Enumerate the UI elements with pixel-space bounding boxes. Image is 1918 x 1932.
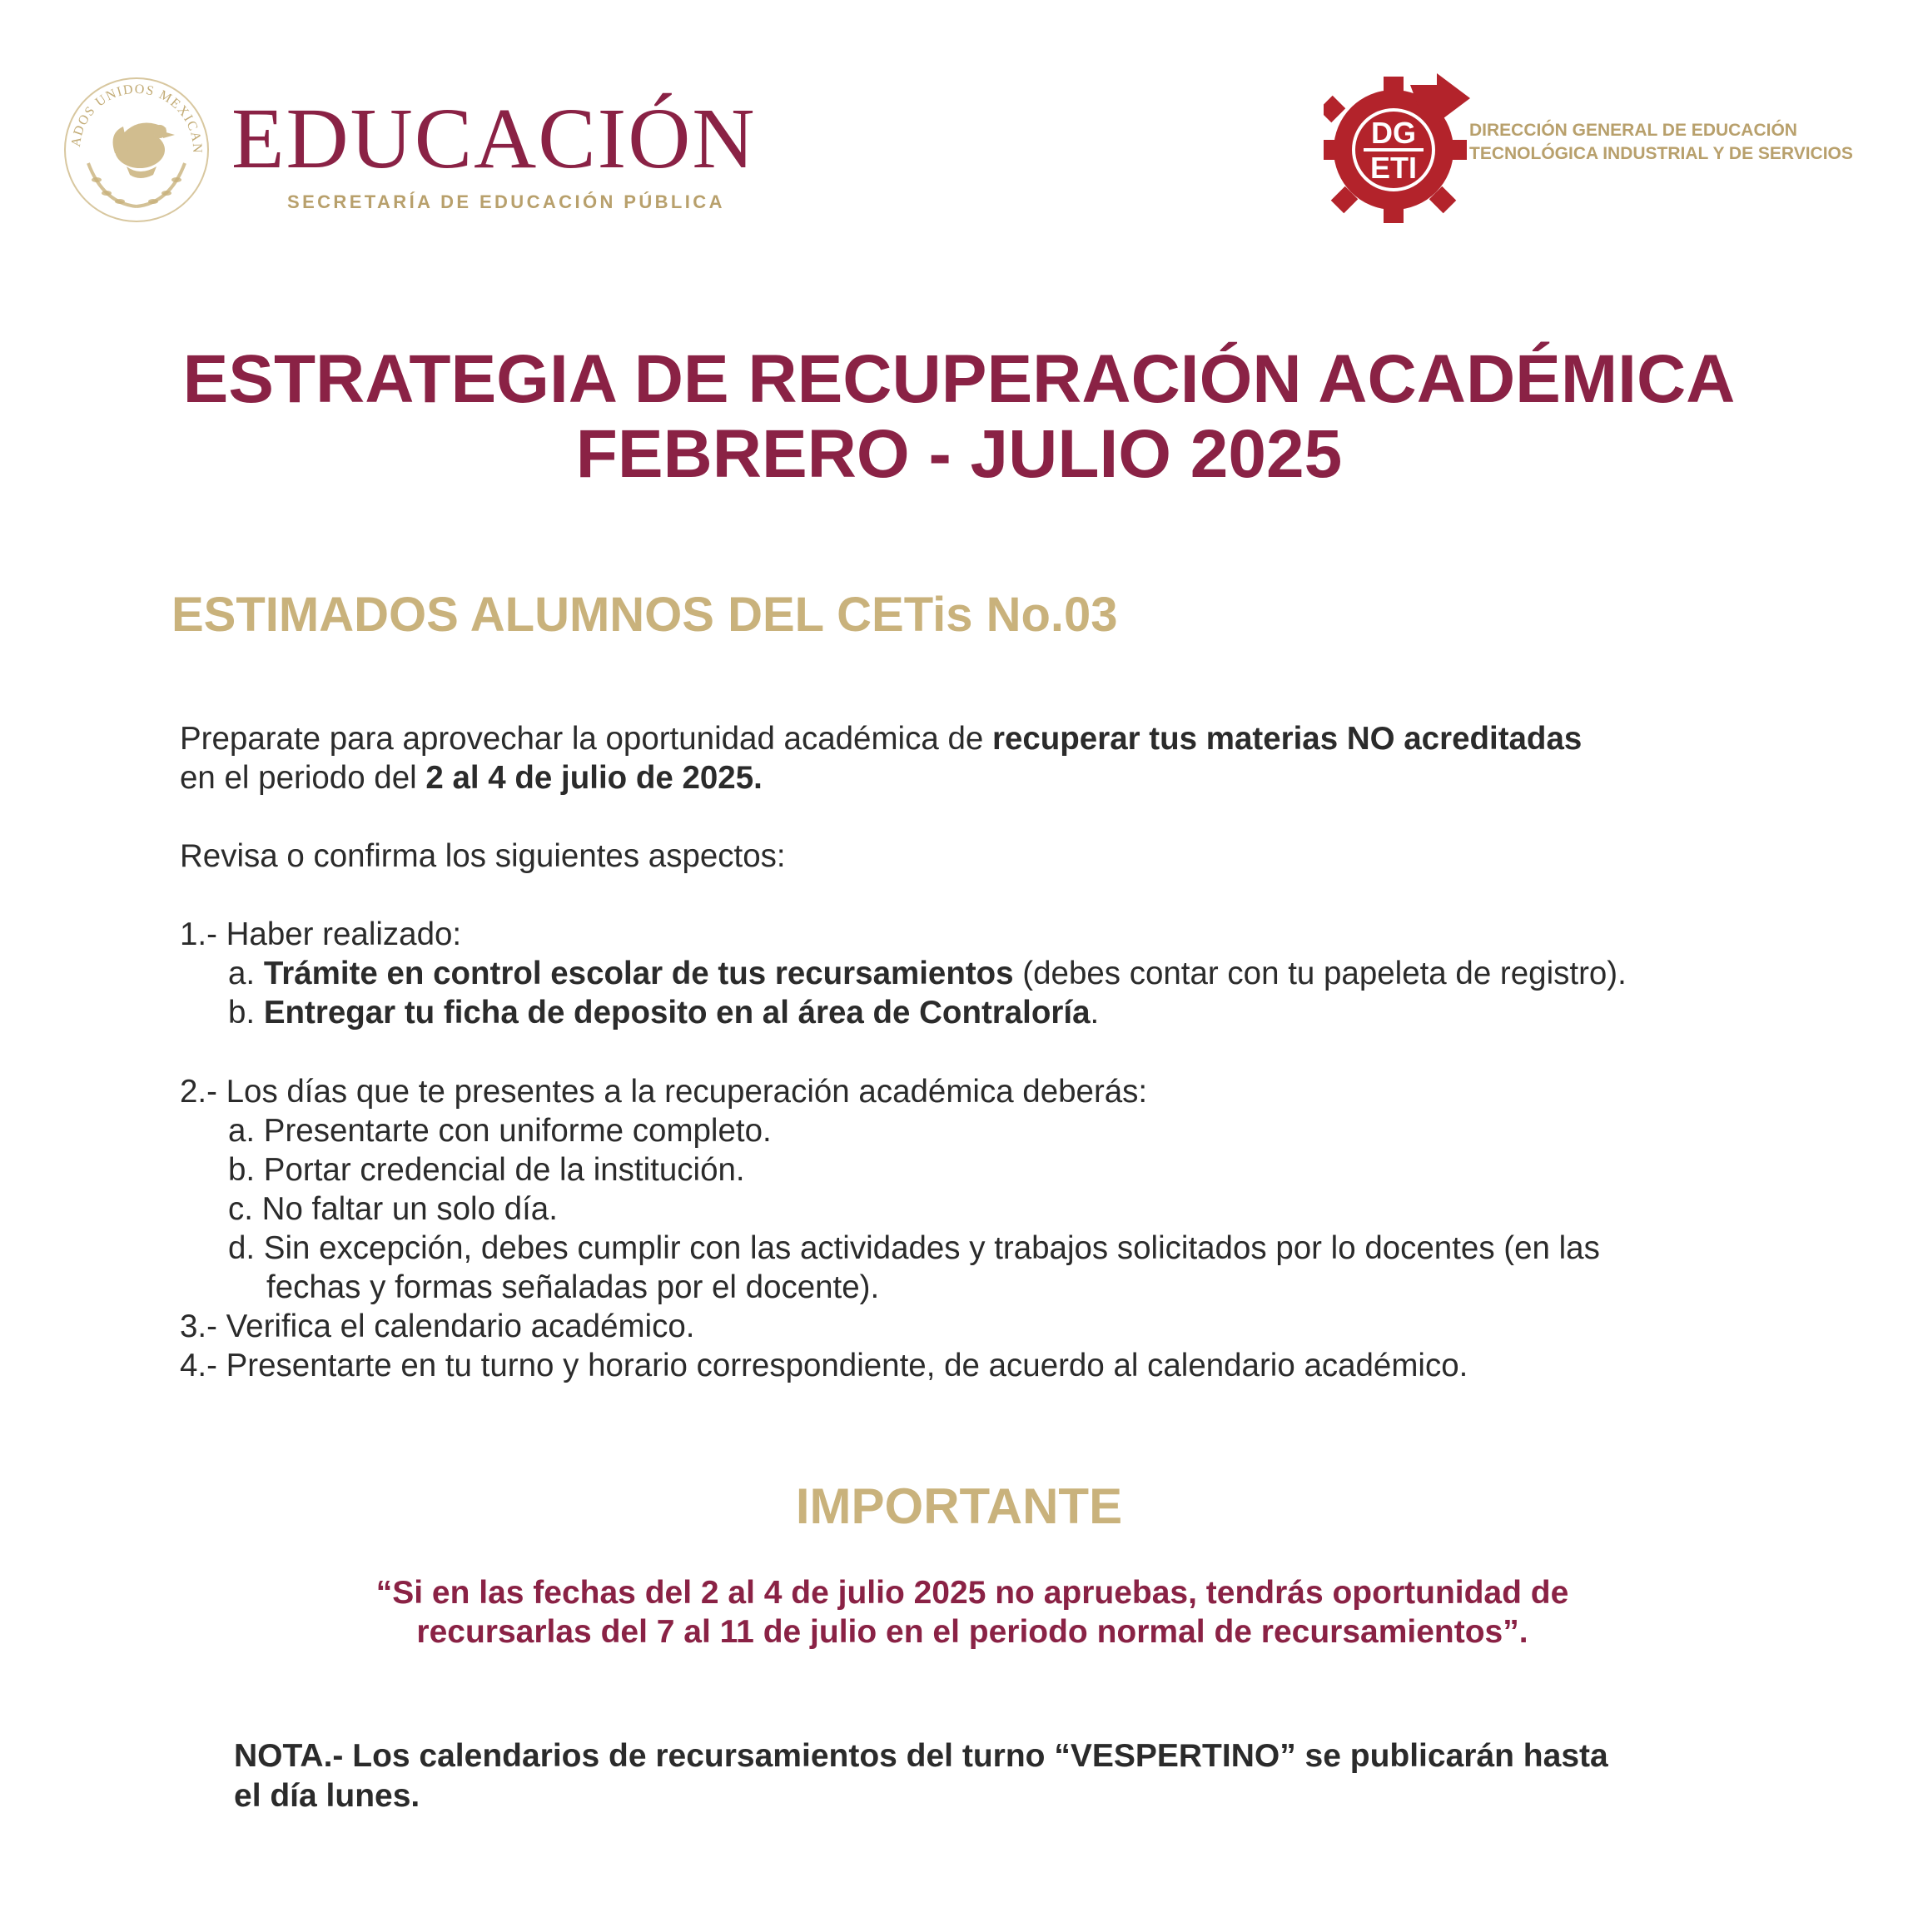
list1-item-b-rest: . xyxy=(1090,995,1100,1031)
list1-item-a xyxy=(180,954,1786,993)
dgeti-name xyxy=(1469,119,1853,166)
list1-item-b-bold: Entregar tu ficha de deposito en al área de Contraloría xyxy=(263,995,1091,1031)
intro-text-b: recuperar tus materias NO acreditadas xyxy=(991,721,1583,757)
check-label: Revisa o confirma los siguientes aspectos: xyxy=(180,838,786,874)
important-quote-line2: recursarlas del 7 al 11 de julio en el periodo normal de recursamientos”. xyxy=(416,1614,1528,1650)
intro-text-d: 2 al 4 de julio de 2025. xyxy=(425,760,763,796)
note-line2: el día lunes. xyxy=(234,1778,420,1814)
seal-arc-text: ADOS UNIDOS MEXICAN xyxy=(68,82,205,155)
national-seal-logo xyxy=(60,73,213,226)
intro-text-a: Preparate para aprovechar la oportunidad académica de xyxy=(180,721,992,757)
list-item-4: 4.- Presentarte en tu turno y horario correspondiente, de acuerdo al calendario académico. xyxy=(180,1348,1468,1383)
title-line2: FEBRERO - JULIO 2025 xyxy=(575,416,1343,492)
list1-item-b-marker: b. xyxy=(228,995,264,1031)
title-line1: ESTRATEGIA DE RECUPERACIÓN ACADÉMICA xyxy=(182,341,1736,417)
important-quote-line1: “Si en las fechas del 2 al 4 de julio 2025 no apruebas, tendrás oportunidad de xyxy=(375,1575,1569,1611)
intro-paragraph xyxy=(180,719,1786,797)
page-title xyxy=(0,342,1918,492)
important-heading: IMPORTANTE xyxy=(795,1478,1123,1534)
requirements-list-1 xyxy=(180,915,1786,1032)
list2-item-b: b. Portar credencial de la institución. xyxy=(228,1152,745,1188)
brand-subtitle: SECRETARÍA DE EDUCACIÓN PÚBLICA xyxy=(287,191,725,212)
list2-item-c: c. No faltar un solo día. xyxy=(228,1191,558,1227)
dgeti-mark-bottom: ETI xyxy=(1369,151,1418,185)
dgeti-name-line2: TECNOLÓGICA INDUSTRIAL Y DE SERVICIOS xyxy=(1469,144,1853,163)
intro-line1 xyxy=(180,719,1786,758)
list1-item-a-bold: Trámite en control escolar de tus recursamientos xyxy=(263,956,1014,991)
greeting-heading: ESTIMADOS ALUMNOS DEL CETis No.03 xyxy=(171,588,1118,642)
intro-line2 xyxy=(180,758,1786,797)
dgeti-mark-top: DG xyxy=(1371,116,1416,150)
intro-text-c: en el periodo del xyxy=(180,760,426,796)
note-paragraph xyxy=(234,1736,1608,1816)
list2-item-a: a. Presentarte con uniforme completo. xyxy=(228,1113,772,1149)
dgeti-gear-logo xyxy=(1324,52,1473,231)
list2-item-d: d. Sin excepción, debes cumplir con las actividades y trabajos solicitados por lo docentes (en las xyxy=(228,1230,1600,1266)
list-item-3: 3.- Verifica el calendario académico. xyxy=(180,1309,695,1344)
list1-item-b xyxy=(180,993,1786,1032)
list2-item-d-continued: fechas y formas señaladas por el docente). xyxy=(266,1269,880,1305)
list1-item-a-rest: (debes contar con tu papeleta de registro). xyxy=(1013,956,1627,991)
requirements-list-2 xyxy=(180,1072,1786,1385)
list2-heading: 2.- Los días que te presentes a la recuperación académica deberás: xyxy=(180,1074,1148,1110)
note-line1: NOTA.- Los calendarios de recursamientos del turno “VESPERTINO” se publicarán hasta xyxy=(234,1738,1608,1774)
list1-item-a-marker: a. xyxy=(228,956,264,991)
important-quote xyxy=(0,1573,1918,1651)
dgeti-name-line1: DIRECCIÓN GENERAL DE EDUCACIÓN xyxy=(1469,121,1797,140)
brand-title: EDUCACIÓN xyxy=(231,91,757,186)
list1-heading: 1.- Haber realizado: xyxy=(180,916,462,952)
